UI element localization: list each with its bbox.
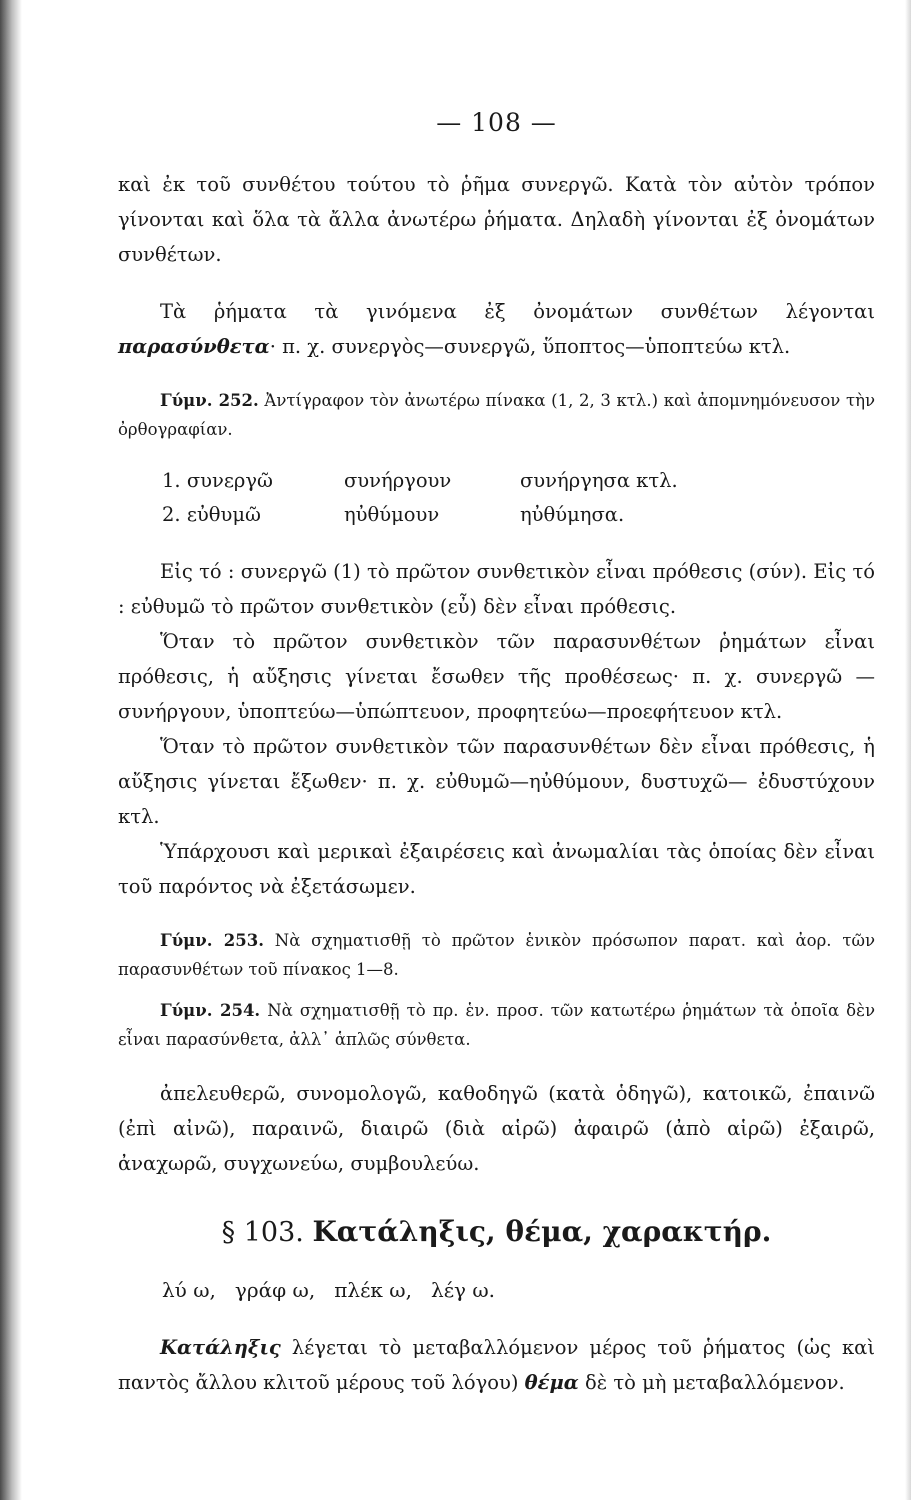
- section-title: Κατάληξις, θέμα, χαρακτήρ.: [312, 1215, 772, 1248]
- exercise-253-label: Γύμν. 253.: [160, 931, 264, 950]
- term-parasyntheta: παρασύνθετα: [118, 335, 270, 358]
- exercise-254-label: Γύμν. 254.: [160, 1001, 261, 1020]
- conj-row-2-aorist: ηὐθύμησα.: [520, 503, 625, 526]
- term-kataleksis: Κατάληξις: [160, 1336, 281, 1359]
- conj-row-2-imperfect: ηὐθύμουν: [344, 503, 440, 526]
- edge-shadow: [905, 0, 911, 1500]
- exercise-254: [118, 996, 875, 1054]
- conj-row-1-aorist: συνήργησα κτλ.: [520, 469, 678, 492]
- binding-shadow: [0, 0, 22, 1500]
- paragraph-7: [118, 1330, 875, 1400]
- paragraph-1: καὶ ἐκ τοῦ συνθέτου τούτου τὸ ῥῆμα συνεργῶ. Κατὰ τὸν αὐτὸν τρόπον γίνονται καὶ ὅλα τὰ ἄλλα ἀνωτέρω ῥήματα. Δηλαδὴ γίνονται ἐξ ὀνομάτων συνθέτων.: [118, 173, 875, 266]
- verb-list: ἀπελευθερῶ, συνομολογῶ, καθοδηγῶ (κατὰ ὁδηγῶ), κατοικῶ, ἐπαινῶ (ἐπὶ αἰνῶ), παραινῶ, διαιρῶ (διὰ αἱρῶ) ἀφαιρῶ (ἀπὸ αἱρῶ) ἐξαιρῶ, ἀναχωρῶ, συγχωνεύω, συμβουλεύω.: [118, 1082, 875, 1175]
- paragraph-7-text-2: δὲ τὸ μὴ μεταβαλλόμενον.: [578, 1371, 845, 1394]
- exercise-252-label: Γύμν. 252.: [160, 391, 259, 410]
- conjugation-row-2: [162, 498, 875, 532]
- conjugation-row-1: [162, 464, 875, 498]
- paragraph-6: Ὑπάρχουσι καὶ μερικαὶ ἐξαιρέσεις καὶ ἀνωμαλίαι τὰς ὁποίας δὲν εἶναι τοῦ παρόντος νὰ ἐξετάσωμεν.: [118, 840, 875, 898]
- exercise-252: [118, 386, 875, 444]
- conj-row-1-present: 1. συνεργῶ: [162, 469, 273, 492]
- term-thema: θέμα: [524, 1371, 579, 1394]
- exercise-253: [118, 926, 875, 984]
- paragraph-2: [118, 294, 875, 364]
- paragraph-5: Ὅταν τὸ πρῶτον συνθετικὸν τῶν παρασυνθέτων δὲν εἶναι πρόθεσις, ἡ αὔξησις γίνεται ἔξωθεν· π. χ. εὐθυμῶ—ηὐθύμουν, δυστυχῶ— ἐδυστύχουν κτλ.: [118, 735, 875, 828]
- exercise-253-text: Νὰ σχηματισθῇ τὸ πρῶτον ἑνικὸν πρόσωπον παρατ. καὶ ἀορ. τῶν παρασυνθέτων τοῦ πίνακος 1—8.: [118, 931, 875, 979]
- exercise-252-text: Ἀντίγραφον τὸν ἀνωτέρω πίνακα (1, 2, 3 κτλ.) καὶ ἀπομνημόνευσον τὴν ὀρθογραφίαν.: [118, 391, 875, 439]
- paragraph-7-text-1: λέγεται τὸ μεταβαλλόμενον μέρος τοῦ ῥήματος (ὡς καὶ παντὸς ἄλλου κλιτοῦ μέρους τοῦ λόγου): [118, 1336, 875, 1394]
- paragraph-2-rest: · π. χ. συνεργὸς—συνεργῶ, ὕποπτος—ὑποπτεύω κτλ.: [269, 335, 791, 358]
- conjugation-table: [162, 464, 875, 532]
- example-verbs: λύ ω, γράφ ω, πλέκ ω, λέγ ω.: [162, 1278, 496, 1302]
- conj-row-2-present: 2. εὐθυμῶ: [162, 503, 261, 526]
- page-number: — 108 —: [436, 108, 557, 137]
- exercise-254-text: Νὰ σχηματισθῇ τὸ πρ. ἑν. προσ. τῶν κατωτέρω ῥημάτων τὰ ὁποῖα δὲν εἶναι παρασύνθετα, ἀλλ᾽ ἁπλῶς σύνθετα.: [118, 1001, 875, 1049]
- paragraph-2-lead: Τὰ ῥήματα τὰ γινόμενα ἐξ ὀνομάτων συνθέτων λέγονται: [160, 300, 875, 323]
- conj-row-1-imperfect: συνήργουν: [344, 469, 452, 492]
- section-number: § 103.: [221, 1217, 304, 1248]
- section-heading: [118, 1215, 875, 1248]
- paragraph-3: Εἰς τό : συνεργῶ (1) τὸ πρῶτον συνθετικὸν εἶναι πρόθεσις (σύν). Εἰς τό : εὐθυμῶ τὸ πρῶτον συνθετικὸν (εὖ) δὲν εἶναι πρόθεσις.: [118, 560, 875, 618]
- paragraph-4: Ὅταν τὸ πρῶτον συνθετικὸν τῶν παρασυνθέτων ῥημάτων εἶναι πρόθεσις, ἡ αὔξησις γίνεται ἔσωθεν τῆς προθέσεως· π. χ. συνεργῶ —συνήργουν, ὑποπτεύω—ὑπώπτευον, προφητεύω—προεφήτευον κτλ.: [118, 630, 875, 723]
